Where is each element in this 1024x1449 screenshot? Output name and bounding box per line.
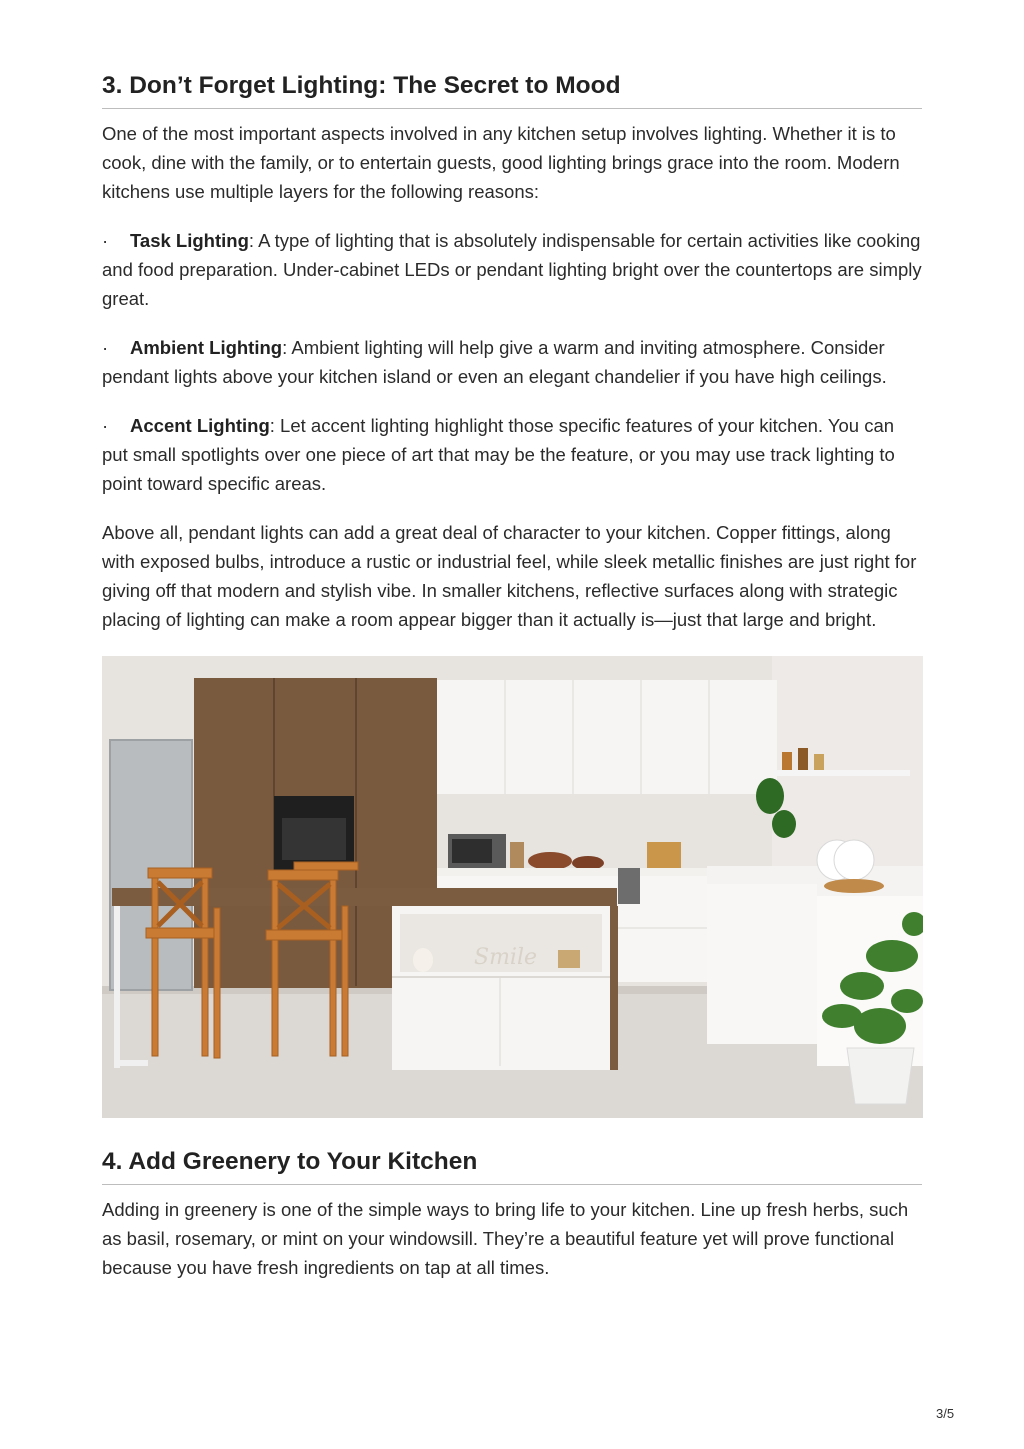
bullet-marker: · [102, 230, 109, 251]
bullet-term: Accent Lighting [130, 415, 270, 436]
section-heading-lighting: 3. Don’t Forget Lighting: The Secret to Mood [102, 72, 922, 109]
bullet-marker: · [102, 337, 109, 358]
page-number: 3/5 [936, 1406, 955, 1421]
bullet-marker: · [102, 415, 109, 436]
greenery-paragraph: Adding in greenery is one of the simple ways to bring life to your kitchen. Line up fresh herbs, such as basil, rosemary, or mint on your windowsill. They’re a beautiful feature yet will prove functional because you have fresh ingredients on tap at all times. [102, 1199, 909, 1278]
section-heading-greenery: 4. Add Greenery to Your Kitchen [102, 1148, 922, 1185]
bullet-text: : A type of lighting that is absolutely indispensable for certain activities like cooking and food preparation. Under-cabinet LEDs or pendant lighting bright over the countertops are simply great. [102, 230, 922, 309]
bullet-text: : Let accent lighting highlight those specific features of your kitchen. You can put small spotlights over one piece of art that may be the feature, or you may use track lighting to point toward specific areas. [102, 415, 895, 494]
kitchen-photo [102, 656, 923, 1118]
lighting-closing-paragraph: Above all, pendant lights can add a great deal of character to your kitchen. Copper fittings, along with exposed bulbs, introduce a rustic or industrial feel, while sleek metallic finishes are just right for giving off that modern and stylish vibe. In smaller kitchens, reflective surfaces along with strategic placing of lighting can make a room appear bigger than it actually is—just that large and bright. [102, 522, 917, 630]
bullet-task-lighting [102, 226, 922, 313]
bullet-text: : Ambient lighting will help give a warm and inviting atmosphere. Consider pendant lights above your kitchen island or even an elegant chandelier if you have high ceilings. [102, 337, 887, 387]
decor-sign-text: Smile [474, 945, 538, 970]
article-content [102, 0, 922, 1282]
bullet-ambient-lighting [102, 333, 922, 391]
bullet-accent-lighting [102, 411, 922, 498]
bullet-term: Ambient Lighting [130, 337, 283, 358]
lighting-intro-paragraph: One of the most important aspects involved in any kitchen setup involves lighting. Whether it is to cook, dine with the family, or to entertain guests, good lighting brings grace into the room. Modern kitchens use multiple layers for the following reasons: [102, 123, 900, 202]
bullet-term: Task Lighting [130, 230, 249, 251]
